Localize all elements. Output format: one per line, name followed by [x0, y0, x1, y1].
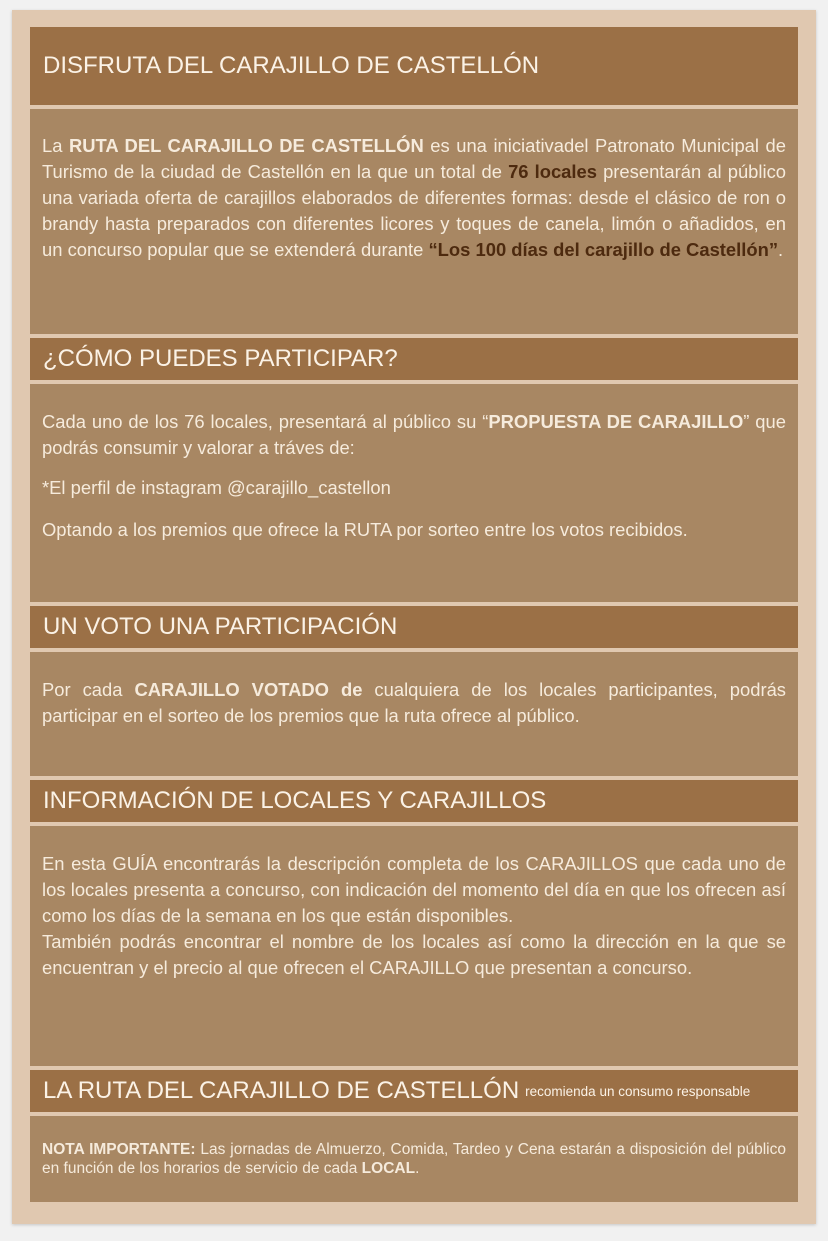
- heading-text: INFORMACIÓN DE LOCALES Y CARAJILLOS: [43, 787, 547, 814]
- text-run: Las jornadas de Almuerzo, Comida, Tardeo y Cena estarán a disposición del público en función de los horarios de servicio de cada: [42, 1141, 786, 1177]
- text-run: es una iniciativadel Patronato Municipal de Turismo de la ciudad de Castellón en la que un total de: [42, 135, 786, 182]
- guide-paragraph: En esta GUÍA encontrarás la descripción completa de los CARAJILLOS que cada uno de los locales presenta a concurso, con indicación del momento del día en que los ofrecen así como los días de la semana en los que están disponibles.: [42, 853, 786, 926]
- section-body-informacion: [30, 826, 798, 1066]
- section-body-nota: [30, 1116, 798, 1202]
- highlight-locales: 76 locales: [508, 161, 597, 182]
- bold-run: CARAJILLO VOTADO de: [134, 679, 363, 700]
- section-heading-disfruta: [30, 27, 798, 105]
- heading-text: ¿CÓMO PUEDES PARTICIPAR?: [43, 345, 398, 372]
- heading-text: LA RUTA DEL CARAJILLO DE CASTELLÓN: [43, 1077, 520, 1104]
- note-label: NOTA IMPORTANTE:: [42, 1141, 196, 1158]
- section-body-voto: [30, 652, 798, 776]
- note-paragraph: [42, 1140, 786, 1178]
- heading-subtext: recomienda un consumo responsable: [525, 1083, 751, 1099]
- heading-text: DISFRUTA DEL CARAJILLO DE CASTELLÓN: [43, 52, 540, 79]
- text-run: Cada uno de los 76 locales, presentará al público su “: [42, 411, 489, 432]
- section-heading-ruta: [30, 1070, 798, 1112]
- bold-run: RUTA DEL CARAJILLO DE CASTELLÓN: [68, 135, 424, 156]
- heading-text: UN VOTO UNA PARTICIPACIÓN: [43, 613, 398, 640]
- intro-paragraph: [42, 133, 786, 263]
- text-run: cualquiera de los locales participantes, podrás participar en el sorteo de los premios que la ruta ofrece al público.: [42, 679, 787, 726]
- vote-paragraph: [42, 677, 786, 729]
- section-body-disfruta: [30, 109, 798, 334]
- participation-paragraph: [42, 409, 786, 461]
- text-run: .: [415, 1160, 420, 1177]
- section-heading-participar: [30, 338, 798, 380]
- section-heading-informacion: [30, 780, 798, 822]
- text-run: .: [778, 239, 784, 260]
- section-heading-voto: [30, 606, 798, 648]
- bold-run: PROPUESTA DE CARAJILLO: [488, 411, 744, 432]
- bold-run: LOCAL: [361, 1160, 416, 1177]
- text-run: La: [42, 135, 69, 156]
- locales-paragraph: También podrás encontrar el nombre de los locales así como la dirección en la que se encuentran y el precio al que ofrecen el CARAJILLO que presentan a concurso.: [42, 931, 786, 978]
- prizes-paragraph: Optando a los premios que ofrece la RUTA por sorteo entre los votos recibidos.: [42, 519, 688, 540]
- guide-page: [12, 10, 816, 1224]
- text-run: Por cada: [42, 679, 135, 700]
- highlight-100-dias: “Los 100 días del carajillo de Castellón”: [428, 239, 779, 260]
- text-run: presentarán al público una variada oferta de carajillos elaborados de diferentes formas: desde el clásico de ron o brandy hasta preparados con diferentes licores y toques de canela, limón o añadidos, en un concurso popular que se extenderá durante: [42, 161, 787, 260]
- text-run: ” que podrás consumir y valorar a tráves de:: [42, 411, 786, 458]
- instagram-paragraph: *El perfil de instagram @carajillo_castellon: [42, 477, 391, 498]
- section-body-participar: [30, 384, 798, 602]
